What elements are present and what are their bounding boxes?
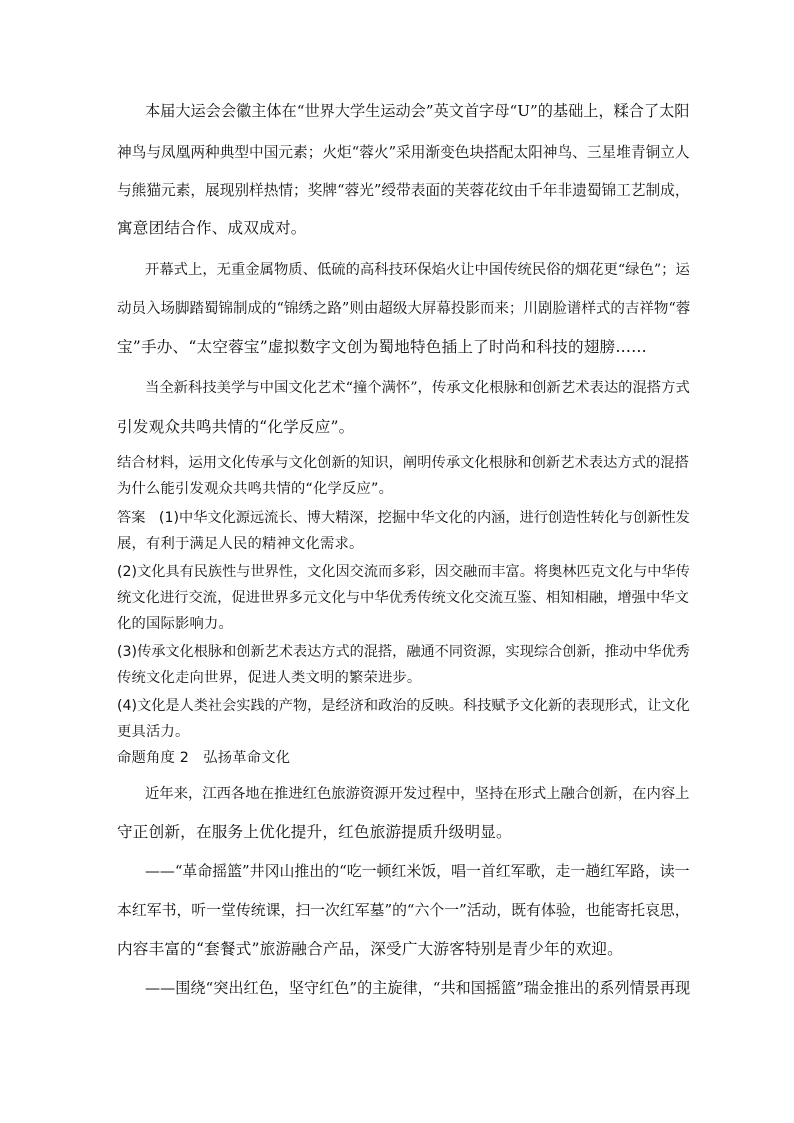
passage2-para3-line1: ——围绕“突出红色，坚守红色”的主旋律，“共和国摇篮”瑞金推出的系列情景再现 bbox=[145, 979, 691, 997]
passage2-para2-line2: 本红军书，听一堂传统课，扫一次红军墓”的“六个一”活动，既有体验，也能寄托哀思， bbox=[117, 901, 690, 919]
answer-line9: 更具活力。 bbox=[117, 724, 190, 740]
answer-line3: (2)文化具有民族性与世界性，文化因交流而多彩，因交融而丰富。将奥林匹克文化与中华传 bbox=[117, 564, 690, 580]
answer-line2: 展，有利于满足人民的精神文化需求。 bbox=[117, 536, 364, 552]
answer-line4: 统文化进行交流，促进世界多元文化与中华优秀传统文化交流互鉴、相知相融，增强中华文 bbox=[117, 590, 689, 606]
question-line1: 结合材料，运用文化传承与文化创新的知识，阐明传承文化根脉和创新艺术表达方式的混搭 bbox=[117, 455, 689, 471]
passage1-para1-line1: 本届大运会会徽主体在“世界大学生运动会”英文首字母“U”的基础上，糅合了太阳 bbox=[145, 102, 690, 120]
answer-line8: (4)文化是人类社会实践的产物，是经济和政治的反映。科技赋予文化新的表现形式，让文化 bbox=[117, 698, 690, 714]
passage1-para1-line3: 与熊猫元素，展现别样热情；奖牌“蓉光”绶带表面的芙蓉花纹由千年非遗蜀锦工艺制成， bbox=[117, 182, 690, 199]
answer-line5: 化的国际影响力。 bbox=[117, 616, 233, 632]
answer-line7: 传统文化走向世界，促进人类文明的繁荣进步。 bbox=[117, 670, 422, 686]
passage1-para2-line2: 动员入场脚踏蜀锦制成的“锦绣之路”则由超级大屏幕投影而来；川剧脸谱样式的吉祥物“蓉 bbox=[117, 301, 691, 317]
passage2-para1-line2: 守正创新，在服务上优化提升，红色旅游提质升级明显。 bbox=[117, 823, 512, 841]
passage1-para3-line1: 当全新科技美学与中国文化艺术“撞个满怀”，传承文化根脉和创新艺术表达的混搭方式 bbox=[145, 380, 690, 396]
passage2-para2-line3: 内容丰富的“套餐式”旅游融合产品，深受广大游客特别是青少年的欢迎。 bbox=[117, 940, 623, 958]
passage1-para2-line3: 宝”手办、“太空蓉宝”虚拟数字文创为蜀地特色插上了时尚和科技的翅膀…… bbox=[117, 338, 647, 356]
passage2-para2-line1: ——“革命摇篮”井冈山推出的“吃一顿红米饭，唱一首红军歌，走一趟红军路，读一 bbox=[145, 862, 690, 880]
answer-line1: 答案 (1)中华文化源远流长、博大精深，挖掘中华文化的内涵，进行创造性转化与创新性发 bbox=[117, 510, 690, 526]
passage1-para2-line1: 开幕式上，无重金属物质、低硫的高科技环保焰火让中国传统民俗的烟花更“绿色”；运 bbox=[145, 262, 690, 278]
section-heading: 命题角度 2 弘扬革命文化 bbox=[117, 750, 291, 766]
passage1-para1-line2: 神鸟与凤凰两种典型中国元素；火炬“蓉火”采用渐变色块搭配太阳神鸟、三星堆青铜立人 bbox=[117, 144, 690, 161]
passage1-para1-line4: 寓意团结合作、成双成对。 bbox=[117, 219, 307, 237]
question-line2: 为什么能引发观众共鸣共情的“化学反应”。 bbox=[117, 481, 394, 497]
passage2-para1-line1: 近年来，江西各地在推进红色旅游资源开发过程中，坚持在形式上融合创新，在内容上 bbox=[145, 786, 690, 802]
answer-line6: (3)传承文化根脉和创新艺术表达方式的混搭，融通不同资源，实现综合创新，推动中华优秀 bbox=[117, 644, 690, 660]
passage1-para3-line2: 引发观众共鸣共情的“化学反应”。 bbox=[117, 418, 355, 436]
